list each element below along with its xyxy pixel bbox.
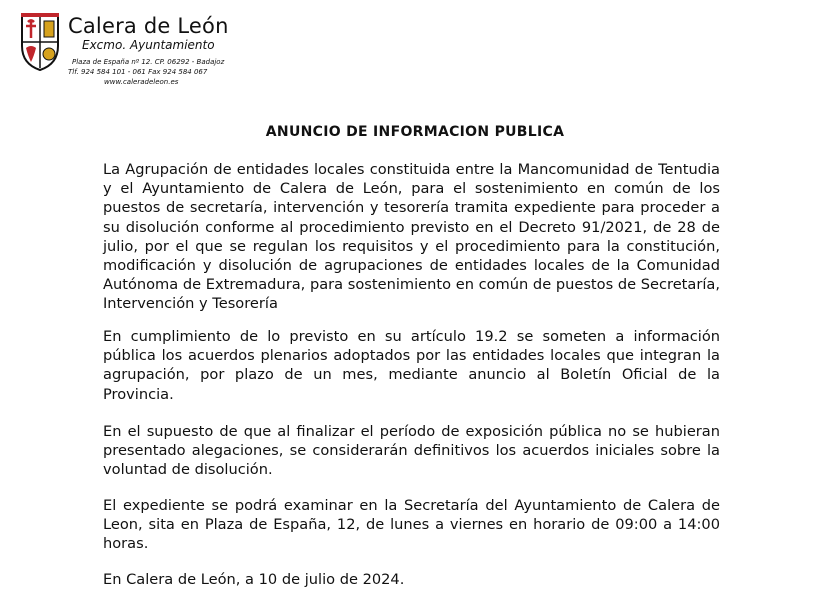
paragraph-intro: La Agrupación de entidades locales constituida entre la Mancomunidad de Tentudia y el Ayuntamiento de Calera de León, para el sostenimiento en común de los puestos de secretaría, intervención y tesorería tramita expediente para proceder a su disolución conforme al procedimiento previsto en el Decreto 91/2021, de 28 de julio, por el que se regulan los requisitos y el procedimiento para la constitución, modificación y disolución de agrupaciones de entidades locales de la Comunidad Autónoma de Extremadura, para sostenimiento en común de puestos de Secretaría, Intervención y Tesorería	[103, 161, 720, 313]
paragraph-date: En Calera de León, a 10 de julio de 2024.	[103, 571, 405, 588]
address-line: Plaza de España nº 12. CP. 06292 - Badajoz	[72, 58, 225, 66]
paragraph-examination: El expediente se podrá examinar en la Secretaría del Ayuntamiento de Calera de Leon, sita en Plaza de España, 12, de lunes a viernes en horario de 09:00 a 14:00 horas.	[103, 497, 720, 553]
phone-line: Tlf. 924 584 101 - 061 Fax 924 584 067	[68, 68, 208, 76]
website-line: www.caleradeleon.es	[104, 78, 179, 86]
letterhead	[18, 8, 238, 94]
paragraph-public-information: En cumplimiento de lo previsto en su artículo 19.2 se someten a información pública los acuerdos plenarios adoptados por las entidades locales que integran la agrupación, por plazo de un mes, mediante anuncio al Boletín Oficial de la Provincia.	[103, 328, 720, 403]
document-title: ANUNCIO DE INFORMACION PUBLICA	[265, 124, 565, 140]
municipality-name: Calera de León	[68, 14, 229, 38]
municipality-subtitle: Excmo. Ayuntamiento	[82, 38, 215, 52]
coat-of-arms-icon	[18, 12, 62, 72]
paragraph-allegations: En el supuesto de que al finalizar el período de exposición pública no se hubieran presentado alegaciones, se considerarán definitivos los acuerdos iniciales sobre la voluntad de disolución.	[103, 423, 720, 479]
